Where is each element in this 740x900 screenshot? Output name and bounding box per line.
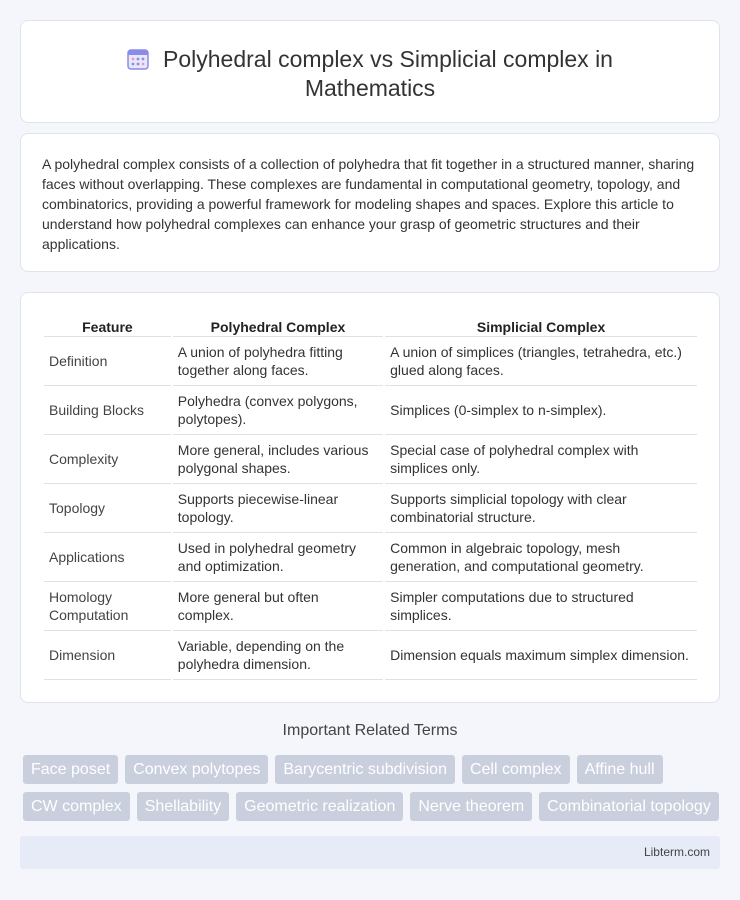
footer-site-link[interactable]: Libterm.com: [643, 845, 710, 859]
footer: [20, 836, 720, 869]
simplicial-cell: Simplices (0-simplex to n-simplex).: [385, 386, 697, 435]
feature-cell: Complexity: [44, 435, 171, 484]
polyhedral-cell: Polyhedra (convex polygons, polytopes).: [173, 386, 383, 435]
feature-cell: Definition: [44, 337, 171, 386]
tag-convex-polytopes[interactable]: Convex polytopes: [125, 755, 268, 784]
tag-shellability[interactable]: Shellability: [137, 792, 229, 821]
polyhedral-cell: Supports piecewise-linear topology.: [173, 484, 383, 533]
table-row: [44, 484, 697, 533]
feature-cell: Topology: [44, 484, 171, 533]
comparison-card: [20, 292, 720, 703]
page-title: [21, 45, 719, 103]
tag-cell-complex[interactable]: Cell complex: [462, 755, 570, 784]
tag-combinatorial-topology[interactable]: Combinatorial topology: [539, 792, 719, 821]
polyhedral-cell: Used in polyhedral geometry and optimization.: [173, 533, 383, 582]
comparison-table: [42, 315, 699, 680]
polyhedral-cell: More general but often complex.: [173, 582, 383, 631]
table-row: [44, 337, 697, 386]
simplicial-cell: Common in algebraic topology, mesh generation, and computational geometry.: [385, 533, 697, 582]
title-line-1: Polyhedral complex vs Simplicial complex in: [163, 46, 613, 72]
feature-cell: Homology Computation: [44, 582, 171, 631]
polyhedral-cell: Variable, depending on the polyhedra dimension.: [173, 631, 383, 680]
tag-cw-complex[interactable]: CW complex: [23, 792, 130, 821]
feature-cell: Dimension: [44, 631, 171, 680]
tag-row: [23, 755, 723, 784]
tag-geometric-realization[interactable]: Geometric realization: [236, 792, 403, 821]
header-polyhedral: Polyhedral Complex: [173, 315, 383, 337]
tag-face-poset[interactable]: Face poset: [23, 755, 118, 784]
intro-paragraph: A polyhedral complex consists of a collection of polyhedra that fit together in a structured manner, sharing faces without overlapping. These complexes are fundamental in computational geometry, topology, and combinatorics, providing a powerful framework for modeling shapes and spaces. Explore this article to understand how polyhedral complexes can enhance your grasp of geometric structures and their applications.: [42, 156, 695, 252]
intro-card: [20, 133, 720, 272]
simplicial-cell: A union of simplices (triangles, tetrahedra, etc.) glued along faces.: [385, 337, 697, 386]
tag-barycentric-subdivision[interactable]: Barycentric subdivision: [275, 755, 455, 784]
header-feature: Feature: [44, 315, 171, 337]
simplicial-cell: Supports simplicial topology with clear combinatorial structure.: [385, 484, 697, 533]
simplicial-cell: Dimension equals maximum simplex dimension.: [385, 631, 697, 680]
header-simplicial: Simplicial Complex: [385, 315, 697, 337]
calendar-grid-icon: [127, 48, 149, 70]
related-terms-list: [23, 755, 723, 829]
simplicial-cell: Simpler computations due to structured simplices.: [385, 582, 697, 631]
polyhedral-cell: More general, includes various polygonal shapes.: [173, 435, 383, 484]
title-card: [20, 20, 720, 123]
feature-cell: Applications: [44, 533, 171, 582]
tag-affine-hull[interactable]: Affine hull: [577, 755, 663, 784]
simplicial-cell: Special case of polyhedral complex with simplices only.: [385, 435, 697, 484]
tag-nerve-theorem[interactable]: Nerve theorem: [410, 792, 532, 821]
table-row: [44, 631, 697, 680]
title-line-2: Mathematics: [304, 75, 436, 101]
table-row: [44, 582, 697, 631]
table-row: [44, 435, 697, 484]
feature-cell: Building Blocks: [44, 386, 171, 435]
polyhedral-cell: A union of polyhedra fitting together along faces.: [173, 337, 383, 386]
table-row: [44, 386, 697, 435]
table-row: [44, 533, 697, 582]
tag-row: [23, 792, 723, 821]
table-header-row: [44, 315, 697, 337]
related-terms-heading: Important Related Terms: [282, 722, 458, 739]
